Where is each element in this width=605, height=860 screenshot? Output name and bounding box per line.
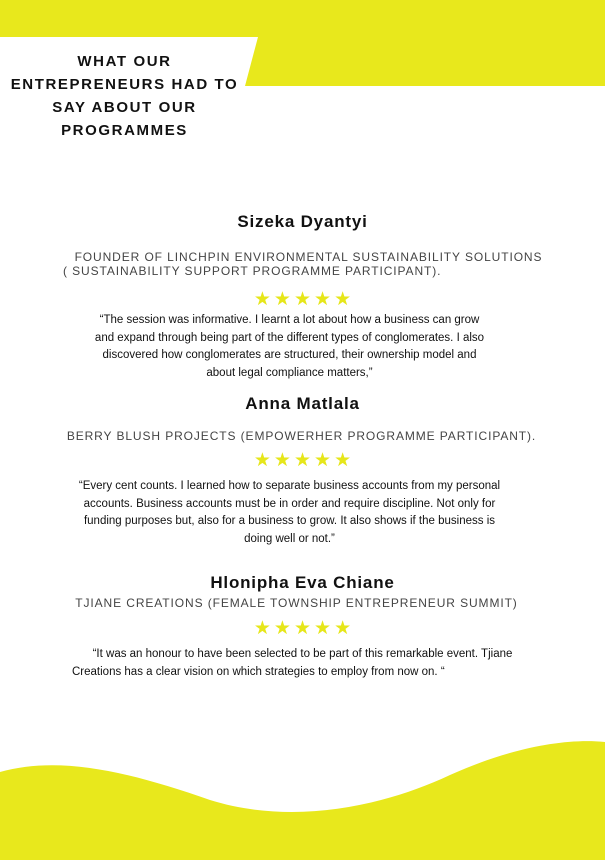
bottom-yellow-wave <box>0 730 605 860</box>
testimonial-role-line: FOUNDER OF LINCHPIN ENVIRONMENTAL SUSTAINABILITY SOLUTIONS <box>74 250 543 264</box>
testimonial-role <box>0 596 599 610</box>
page-title: WHAT OUR ENTREPRENEURS HAD TO SAY ABOUT OUR PROGRAMMES <box>10 53 239 139</box>
quote-line: funding purposes but, also for a business to grow. It also shows if the business is <box>83 515 496 527</box>
testimonial-3 <box>0 573 605 593</box>
testimonial-name: Anna Matlala <box>245 394 360 413</box>
stars-row <box>254 290 351 309</box>
star-icon: ★ <box>273 450 291 471</box>
testimonial-name: Hlonipha Eva Chiane <box>210 573 395 592</box>
quote-line: accounts. Business accounts must be in order and require discipline. Not only for <box>83 497 496 510</box>
star-icon: ★ <box>334 289 352 310</box>
star-rating <box>0 619 605 639</box>
quote-line: doing well or not.” <box>244 532 335 545</box>
star-icon: ★ <box>314 289 332 310</box>
quote-line: discovered how conglomerates are structured, their ownership model and <box>102 349 477 361</box>
quote-line: “Every cent counts. I learned how to separate business accounts from my personal <box>78 480 501 492</box>
testimonial-role-line: BERRY BLUSH PROJECTS (EMPOWERHER PROGRAMME PARTICIPANT). <box>66 429 537 443</box>
star-rating <box>0 451 605 471</box>
testimonial-2 <box>0 394 605 414</box>
testimonial-quote <box>0 646 605 681</box>
testimonial-quote <box>0 478 592 548</box>
quote-line: “The session was informative. I learnt a lot about how a business can grow <box>99 314 480 326</box>
stars-row <box>254 619 351 638</box>
star-icon: ★ <box>293 618 312 639</box>
testimonial-role <box>6 250 605 278</box>
testimonial-1 <box>0 212 605 232</box>
star-icon: ★ <box>293 289 312 310</box>
quote-line: “It was an honour to have been selected to be part of this remarkable event. Tjiane <box>92 648 513 660</box>
testimonial-role-line: TJIANE CREATIONS (FEMALE TOWNSHIP ENTREPRENEUR SUMMIT) <box>75 596 518 610</box>
star-icon: ★ <box>273 289 291 310</box>
testimonial-role-line: ( SUSTAINABILITY SUPPORT PROGRAMME PARTICIPANT). <box>63 264 442 278</box>
testimonial-quote <box>0 312 592 382</box>
star-icon: ★ <box>273 618 291 639</box>
testimonial-name: Sizeka Dyantyi <box>237 212 368 231</box>
star-icon: ★ <box>314 450 332 471</box>
star-icon: ★ <box>253 618 271 639</box>
star-icon: ★ <box>253 289 271 310</box>
quote-line: Creations has a clear vision on which strategies to employ from now on. “ <box>72 665 445 678</box>
star-icon: ★ <box>314 618 332 639</box>
testimonial-role <box>0 429 604 443</box>
quote-line: about legal compliance matters,” <box>206 366 373 379</box>
star-icon: ★ <box>334 450 352 471</box>
star-icon: ★ <box>334 618 352 639</box>
stars-row <box>254 451 351 470</box>
quote-line: and expand through being part of the different types of conglomerates. I also <box>94 331 485 344</box>
star-icon: ★ <box>253 450 271 471</box>
star-icon: ★ <box>293 450 312 471</box>
star-rating <box>0 290 605 310</box>
